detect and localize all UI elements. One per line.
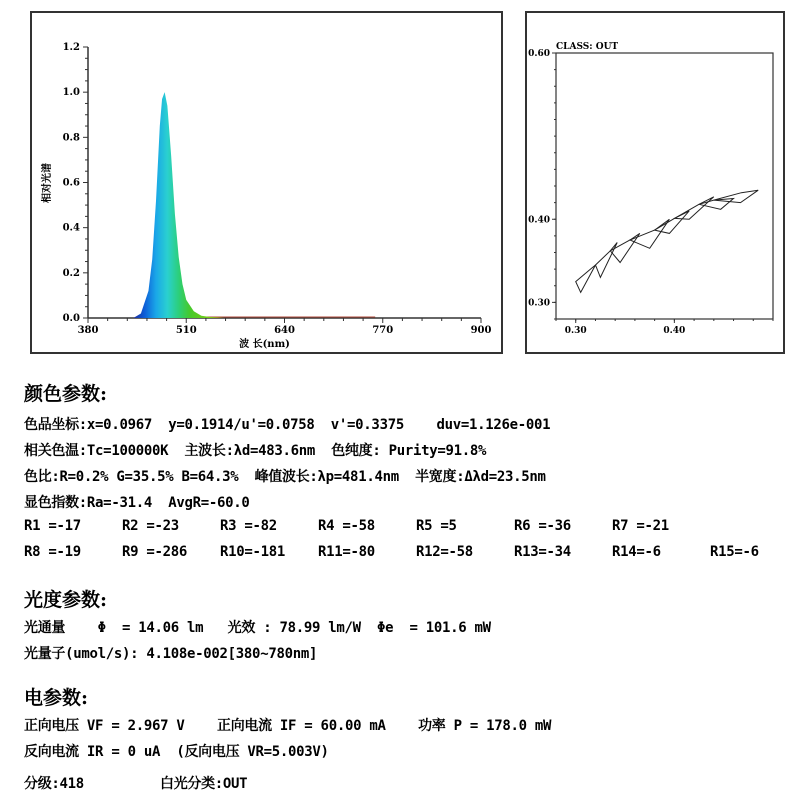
- x-tick-label: 510: [175, 325, 197, 336]
- r-value: R1 =-17: [24, 518, 81, 534]
- x-tick-label: 0.30: [564, 326, 587, 336]
- white-class-label: 白光分类:OUT: [160, 776, 248, 792]
- x-tick-label: 0.40: [663, 326, 686, 336]
- photon-line: 光量子(umol/s): 4.108e-002[380~780nm]: [24, 646, 318, 662]
- flux-line: 光通量 Φ = 14.06 lm 光效 : 78.99 lm/W Φe = 101.6 mW: [24, 620, 491, 636]
- spectrum-chart: [32, 13, 501, 352]
- x-tick-label: 380: [77, 325, 99, 336]
- color-bin-panel: [525, 11, 785, 354]
- r-value: R10=-181: [220, 544, 286, 560]
- x-tick-label: 640: [274, 325, 295, 336]
- bin-class-label: CLASS: OUT: [556, 42, 619, 52]
- y-tick-label: 0.60: [528, 49, 550, 59]
- grade-label: 分级:418: [24, 776, 84, 792]
- spectrum-chart-panel: [30, 11, 503, 354]
- r-value: R8 =-19: [24, 544, 81, 560]
- r-value: R11=-80: [318, 544, 375, 560]
- r-value: R15=-6: [710, 544, 759, 560]
- reverse-line: 反向电流 IR = 0 uA (反向电压 VR=5.003V): [24, 744, 329, 760]
- r-value: R4 =-58: [318, 518, 375, 534]
- electrical-params-title: 电参数:: [24, 687, 89, 709]
- r-value: R3 =-82: [220, 518, 277, 534]
- x-tick-label: 770: [372, 325, 394, 336]
- color-bin: [596, 243, 618, 278]
- color-bin: [655, 211, 690, 234]
- forward-line: 正向电压 VF = 2.967 V 正向电流 IF = 60.00 mA 功率 P = 178.0 mW: [24, 718, 552, 734]
- r-value: R7 =-21: [612, 518, 669, 534]
- color-ratio-line: 色比:R=0.2% G=35.5% B=64.3% 峰值波长:λp=481.4nm 半宽度:Δλd=23.5nm: [24, 469, 546, 485]
- y-tick-label: 0.2: [62, 267, 80, 279]
- y-tick-label: 0.0: [62, 313, 80, 324]
- y-tick-label: 0.8: [62, 132, 80, 144]
- r-value: R5 =5: [416, 518, 457, 534]
- y-tick-label: 0.6: [62, 177, 80, 189]
- y-tick-label: 0.4: [62, 222, 80, 234]
- cri-line: 显色指数:Ra=-31.4 AvgR=-60.0: [24, 495, 250, 511]
- chromaticity-line: 色品坐标:x=0.0967 y=0.1914/u'=0.0758 v'=0.3375 duv=1.126e-001: [24, 417, 551, 433]
- x-tick-label: 900: [470, 325, 492, 336]
- r-value: R13=-34: [514, 544, 571, 560]
- r-value: R6 =-36: [514, 518, 571, 534]
- y-tick-label: 0.30: [528, 298, 550, 309]
- y-tick-label: 1.2: [62, 42, 80, 53]
- y-axis-label: 相对光谱: [42, 163, 53, 203]
- y-tick-label: 1.0: [62, 87, 80, 99]
- cct-line: 相关色温:Tc=100000K 主波长:λd=483.6nm 色纯度: Purity=91.8%: [24, 443, 487, 459]
- spectrum-curve: [133, 92, 224, 318]
- photometric-params-title: 光度参数:: [24, 589, 108, 611]
- color-bin: [630, 219, 669, 248]
- r-value: R12=-58: [416, 544, 473, 560]
- r-value: R2 =-23: [122, 518, 179, 534]
- color-bin: [714, 190, 758, 202]
- bin-plot-frame: [556, 53, 773, 319]
- x-axis-label: 波 长(nm): [239, 339, 290, 350]
- color-params-title: 颜色参数:: [24, 383, 108, 405]
- r-value: R9 =-286: [122, 544, 188, 560]
- r-value: R14=-6: [612, 544, 661, 560]
- color-bin-chart: [527, 13, 783, 352]
- y-tick-label: 0.40: [528, 215, 550, 226]
- color-bin: [576, 265, 596, 292]
